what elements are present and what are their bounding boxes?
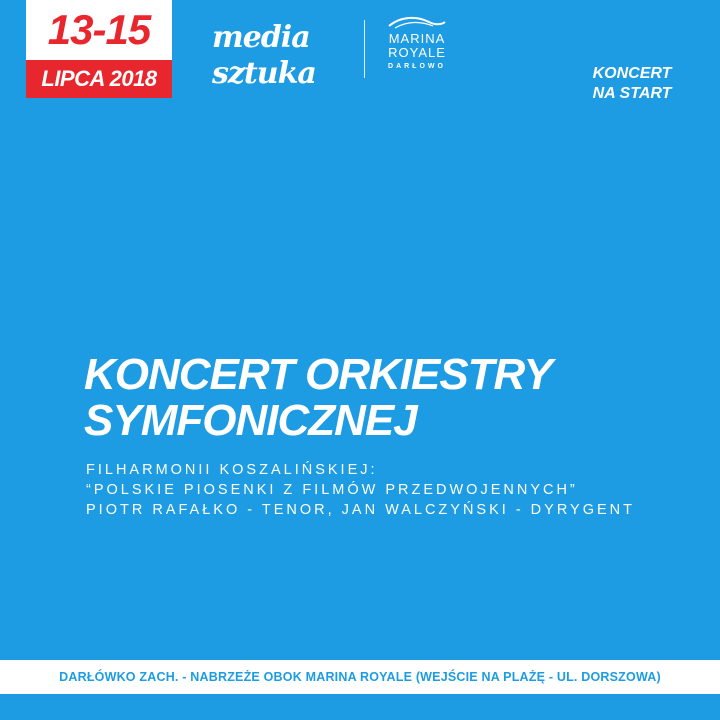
logo-media-text: media [212,20,310,55]
title-line-1: KONCERT ORKIESTRY [84,350,552,399]
event-subtitle [86,460,706,520]
darlowo-text: DARŁOWO [388,63,446,70]
date-month-year: LIPCA 2018 [41,66,157,91]
subtitle-line-1: FILHARMONII KOSZALIŃSKIEJ: [86,462,378,478]
badge-line-1: KONCERT [592,65,672,82]
date-days-box [26,0,172,60]
wave-icon [387,14,447,30]
badge-line-2: NA START [592,85,672,102]
royale-text: ROYALE [388,45,446,60]
location-text: DARŁÓWKO ZACH. - NABRZEŻE OBOK MARINA ROYALE (WEJŚCIE NA PLAŻĘ - UL. DORSZOWA) [59,670,661,684]
logo-divider [364,20,365,78]
koncert-na-start-badge [572,64,692,104]
date-month-box [26,60,172,98]
subtitle-line-3: PIOTR RAFAŁKO - TENOR, JAN WALCZYŃSKI - DYRYGENT [86,502,635,518]
media-sztuka-logo [208,16,348,96]
marina-text: MARINA [388,31,446,46]
marina-royale-logo [378,14,456,86]
subtitle-line-2: “POLSKIE PIOSENKI Z FILMÓW PRZEDWOJENNYCH” [86,482,578,498]
date-days: 13-15 [47,6,151,53]
event-title [84,352,684,444]
title-line-2: SYMFONICZNEJ [84,396,417,445]
location-footer [0,660,720,694]
logo-sztuka-text: sztuka [212,56,316,91]
